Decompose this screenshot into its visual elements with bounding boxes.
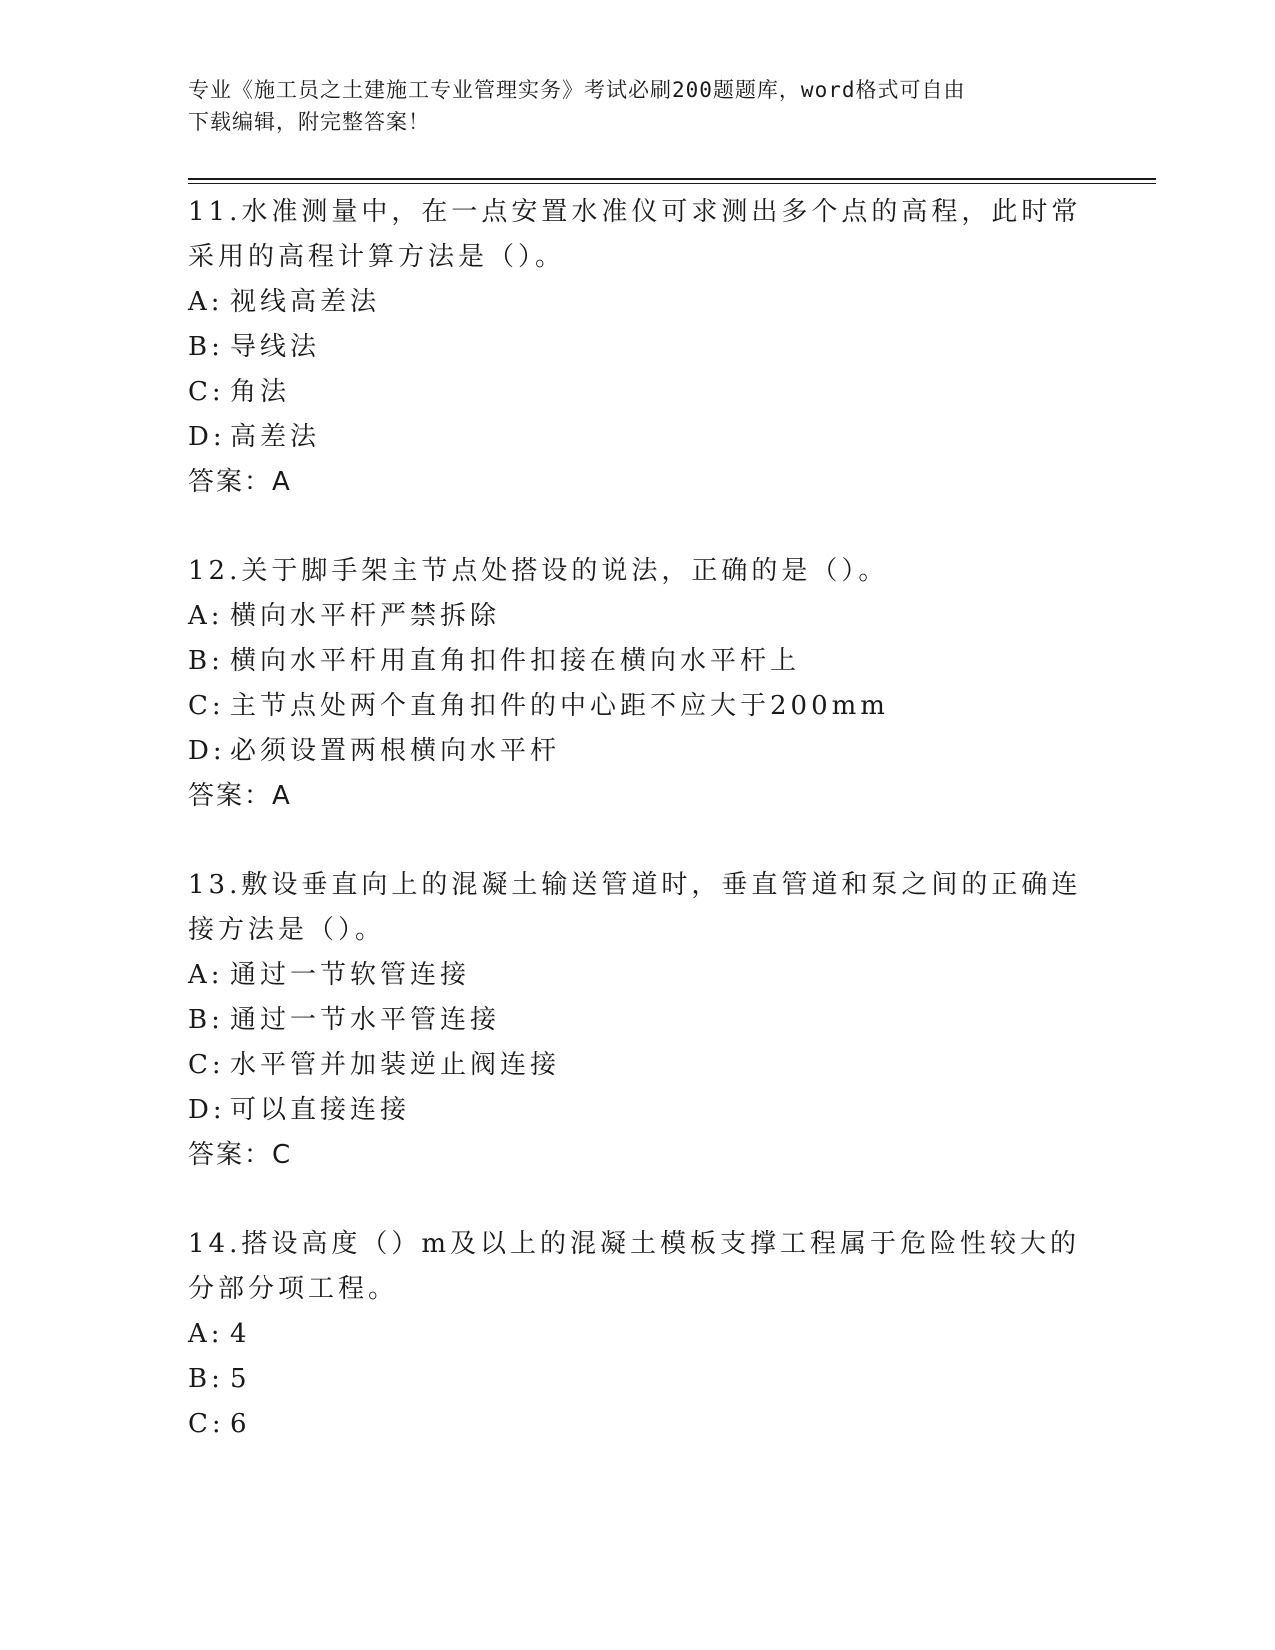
option-c (188, 1043, 1088, 1088)
question-text: 13.敷设垂直向上的混凝土输送管道时，垂直管道和泵之间的正确连接方法是（）。 (188, 870, 1082, 945)
option-text: 通过一节软管连接 (230, 960, 471, 990)
option-text: 角法 (230, 377, 291, 407)
option-text: 水平管并加装逆止阀连接 (230, 1050, 561, 1080)
option-key: B: (188, 646, 224, 676)
option-b (188, 998, 1088, 1043)
question-11 (188, 190, 1088, 505)
option-text: 5 (230, 1364, 251, 1394)
option-text: 横向水平杆严禁拆除 (230, 601, 501, 631)
option-key: C: (188, 377, 225, 407)
option-c (188, 684, 1088, 729)
option-key: A: (188, 287, 224, 317)
document-header (188, 74, 1068, 138)
option-key: C: (188, 1409, 225, 1439)
option-c (188, 370, 1088, 415)
header-divider-thick (188, 178, 1156, 180)
option-text: 高差法 (230, 422, 321, 452)
question-text: 12.关于脚手架主节点处搭设的说法，正确的是（）。 (188, 556, 889, 586)
option-key: A: (188, 1319, 224, 1349)
question-text: 14.搭设高度（）m及以上的混凝土模板支撑工程属于危险性较大的分部分项工程。 (188, 1229, 1081, 1304)
option-key: C: (188, 691, 225, 721)
option-key: D: (188, 422, 226, 452)
header-line-1: 专业《施工员之土建施工专业管理实务》考试必刷200题题库，word格式可自由 (188, 78, 966, 102)
option-text: 可以直接连接 (230, 1095, 411, 1125)
option-a (188, 953, 1088, 998)
option-text: 4 (230, 1319, 251, 1349)
option-text: 主节点处两个直角扣件的中心距不应大于200mm (230, 691, 889, 721)
option-key: B: (188, 1364, 224, 1394)
question-list (188, 190, 1088, 1491)
option-text: 6 (230, 1409, 251, 1439)
header-line-2: 下载编辑，附完整答案！ (188, 110, 430, 134)
option-d (188, 415, 1088, 460)
answer-line: 答案：C (188, 1140, 293, 1170)
option-key: B: (188, 1005, 224, 1035)
option-text: 通过一节水平管连接 (230, 1005, 501, 1035)
option-text: 必须设置两根横向水平杆 (230, 736, 561, 766)
option-key: C: (188, 1050, 225, 1080)
option-key: A: (188, 601, 224, 631)
option-d (188, 1088, 1088, 1133)
answer-line: 答案：A (188, 781, 292, 811)
option-a (188, 1312, 1088, 1357)
answer-line: 答案：A (188, 467, 292, 497)
option-b (188, 639, 1088, 684)
option-key: D: (188, 736, 226, 766)
option-key: D: (188, 1095, 226, 1125)
option-b (188, 1357, 1088, 1402)
option-d (188, 729, 1088, 774)
option-text: 横向水平杆用直角扣件扣接在横向水平杆上 (230, 646, 801, 676)
question-14 (188, 1222, 1088, 1447)
question-12 (188, 549, 1088, 819)
option-c (188, 1402, 1088, 1447)
option-text: 视线高差法 (230, 287, 381, 317)
option-a (188, 594, 1088, 639)
question-text: 11.水准测量中，在一点安置水准仪可求测出多个点的高程，此时常采用的高程计算方法是（）。 (188, 197, 1082, 272)
option-key: A: (188, 960, 224, 990)
header-divider-thin (188, 183, 1156, 184)
question-13 (188, 863, 1088, 1178)
option-b (188, 325, 1088, 370)
option-a (188, 280, 1088, 325)
option-text: 导线法 (230, 332, 321, 362)
option-key: B: (188, 332, 224, 362)
